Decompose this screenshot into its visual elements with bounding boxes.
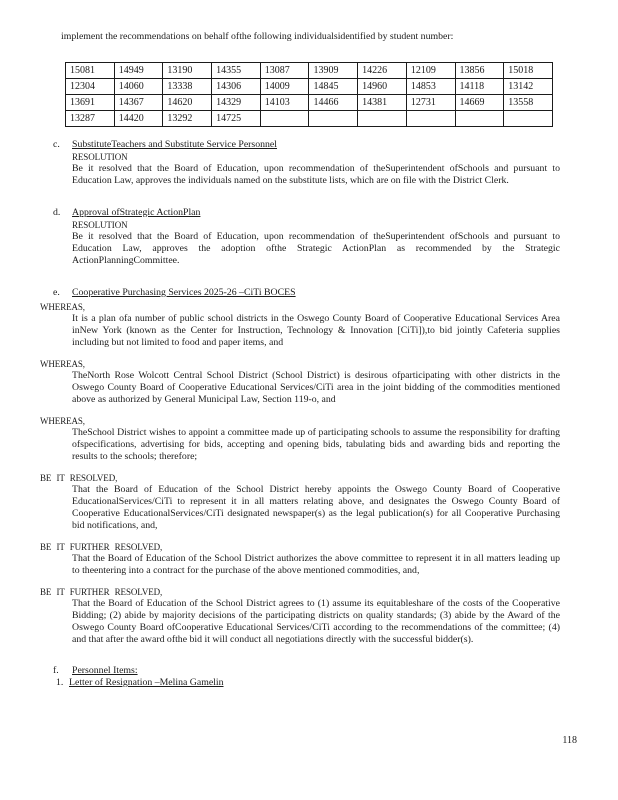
student-number-cell: 14949 xyxy=(114,63,163,79)
student-number-cell: 13691 xyxy=(66,95,115,111)
student-number-cell: 14118 xyxy=(455,79,504,95)
student-number-cell: 14226 xyxy=(358,63,407,79)
student-number-cell: 13856 xyxy=(455,63,504,79)
section-letter: f. xyxy=(53,665,59,676)
student-number-cell: 13190 xyxy=(163,63,212,79)
clause-body: TheSchool District wishes to appoint a committee made up of participating schools to assume the responsibility for drafting ofspecifications, advertising for bids, accepting and opening bids, tabulating bids and awarding bids and reporting the results to the schools; therefore; xyxy=(72,427,560,462)
section-heading: Approval ofStrategic ActionPlan xyxy=(72,207,201,218)
section-letter: e. xyxy=(53,287,60,298)
clause-body: That the Board of Education of the School District authorizes the above committee to represent it in all matters leading up to theentering into a contract for the purchase of the above mentioned commodities, and, xyxy=(72,553,560,576)
clause-further-resolved-1 xyxy=(40,541,560,577)
resolution-label: RESOLUTION xyxy=(72,152,128,162)
clause-further-resolved-2 xyxy=(40,586,560,646)
clause-body: It is a plan ofa number of public school districts in the Oswego County Board of Cooperative Educational Services Area inNew York (known as the Center for Instruction, Technology & Innovation [CiTi]),to bid jointly Cafeteria supplies including but not limited to food and paper items, and xyxy=(72,313,560,348)
section-f-heading-row xyxy=(40,665,560,677)
student-number-cell xyxy=(260,111,309,127)
student-number-cell xyxy=(406,111,455,127)
student-number-cell: 13087 xyxy=(260,63,309,79)
clause-whereas-2 xyxy=(40,358,560,406)
section-letter: d. xyxy=(53,207,61,218)
student-number-cell: 15018 xyxy=(504,63,553,79)
student-number-cell xyxy=(358,111,407,127)
section-c-heading-row xyxy=(40,139,560,151)
clause-body: That the Board of Education of the School District agrees to (1) assume its equitableshare of the costs of the Cooperative Bidding; (2) abide by majority decisions of the participating districts on quality standards; (3) abide by the Award of the Oswego County Board ofCooperative Educational Services/CiTi according to the recommendations of the committee; (4) and that after the award ofthe bid it will conduct all negotiations directly with the successful bidder(s). xyxy=(72,598,560,645)
table-row xyxy=(66,111,553,127)
student-number-cell: 14853 xyxy=(406,79,455,95)
table-row xyxy=(66,95,553,111)
student-number-cell: 14960 xyxy=(358,79,407,95)
student-number-cell: 12304 xyxy=(66,79,115,95)
section-e xyxy=(40,287,560,646)
section-d-heading-row xyxy=(40,207,560,219)
section-body: Be it resolved that the Board of Education, upon recommendation of theSuperintendent ofSchools and pursuant to Education Law, approves the adoption ofthe Strategic ActionPlan as recommended by the Strategic ActionPlanningCommittee. xyxy=(72,231,560,266)
student-number-cell: 13142 xyxy=(504,79,553,95)
student-number-cell: 12731 xyxy=(406,95,455,111)
section-letter: c. xyxy=(53,139,60,150)
student-number-cell: 13558 xyxy=(504,95,553,111)
student-number-cell: 13292 xyxy=(163,111,212,127)
section-f xyxy=(40,665,560,689)
clause-resolved-1 xyxy=(40,472,560,532)
student-number-cell: 13338 xyxy=(163,79,212,95)
student-number-cell: 14306 xyxy=(212,79,261,95)
student-number-cell: 14466 xyxy=(309,95,358,111)
student-number-cell: 14669 xyxy=(455,95,504,111)
table-row xyxy=(66,63,553,79)
student-number-cell: 14367 xyxy=(114,95,163,111)
student-number-cell: 12109 xyxy=(406,63,455,79)
student-number-cell xyxy=(504,111,553,127)
section-heading: Cooperative Purchasing Services 2025-26 –CiTi BOCES xyxy=(72,287,296,298)
section-d xyxy=(40,207,560,267)
student-number-cell: 14620 xyxy=(163,95,212,111)
student-number-cell: 14329 xyxy=(212,95,261,111)
section-c xyxy=(40,139,560,187)
student-number-cell: 14845 xyxy=(309,79,358,95)
clause-label: BE IT RESOLVED, xyxy=(40,473,118,483)
intro-line: implement the recommendations on behalf ofthe following individualsidentified by student number: xyxy=(61,31,454,42)
student-number-cell: 13287 xyxy=(66,111,115,127)
clause-body: TheNorth Rose Wolcott Central School District (School District) is desirous ofparticipating with other districts in the Oswego County Board of Cooperative Educational Services/CiTi area in the joint bidding of the commodities mentioned above as authorized by General Municipal Law, Section 119-o, and xyxy=(72,370,560,405)
clause-body: That the Board of Education of the School District hereby appoints the Oswego County Board of Cooperative EducationalServices/CiTi to represent it in all matters relating above, and designates the Oswego County Board of Cooperative EducationalServices/CiTi designated newspaper(s) as the legal publication(s) for all Cooperative Purchasing bid notifications, and, xyxy=(72,484,560,531)
clause-whereas-3 xyxy=(40,415,560,463)
student-number-cell: 14420 xyxy=(114,111,163,127)
student-number-cell: 14060 xyxy=(114,79,163,95)
student-number-table xyxy=(65,62,553,127)
list-item-text: Letter of Resignation –Melina Gamelin xyxy=(69,677,224,688)
clause-label: WHEREAS, xyxy=(40,302,85,312)
section-heading: SubstituteTeachers and Substitute Service Personnel xyxy=(72,139,278,150)
list-item-number: 1. xyxy=(56,677,64,688)
clause-label: WHEREAS, xyxy=(40,359,85,369)
student-number-table-body xyxy=(66,63,553,127)
student-number-cell: 14381 xyxy=(358,95,407,111)
student-number-cell: 13909 xyxy=(309,63,358,79)
clause-label: BE IT FURTHER RESOLVED, xyxy=(40,587,163,597)
student-number-cell: 14355 xyxy=(212,63,261,79)
table-row xyxy=(66,79,553,95)
student-number-cell: 14103 xyxy=(260,95,309,111)
resolution-label: RESOLUTION xyxy=(72,220,128,230)
section-heading: Personnel Items: xyxy=(72,665,138,676)
clause-whereas-1 xyxy=(40,301,560,349)
clause-label: WHEREAS, xyxy=(40,416,85,426)
student-number-cell: 15081 xyxy=(66,63,115,79)
clause-label: BE IT FURTHER RESOLVED, xyxy=(40,542,163,552)
list-item xyxy=(56,677,560,689)
student-number-cell xyxy=(455,111,504,127)
student-number-cell: 14009 xyxy=(260,79,309,95)
page-number: 118 xyxy=(562,735,577,746)
student-number-cell xyxy=(309,111,358,127)
section-body: Be it resolved that the Board of Education, upon recommendation of theSuperintendent ofSchools and pursuant to Education Law, approves the individuals named on the substitute lists, which are on file with the District Clerk. xyxy=(72,163,560,186)
section-e-heading-row xyxy=(40,287,560,299)
student-number-cell: 14725 xyxy=(212,111,261,127)
